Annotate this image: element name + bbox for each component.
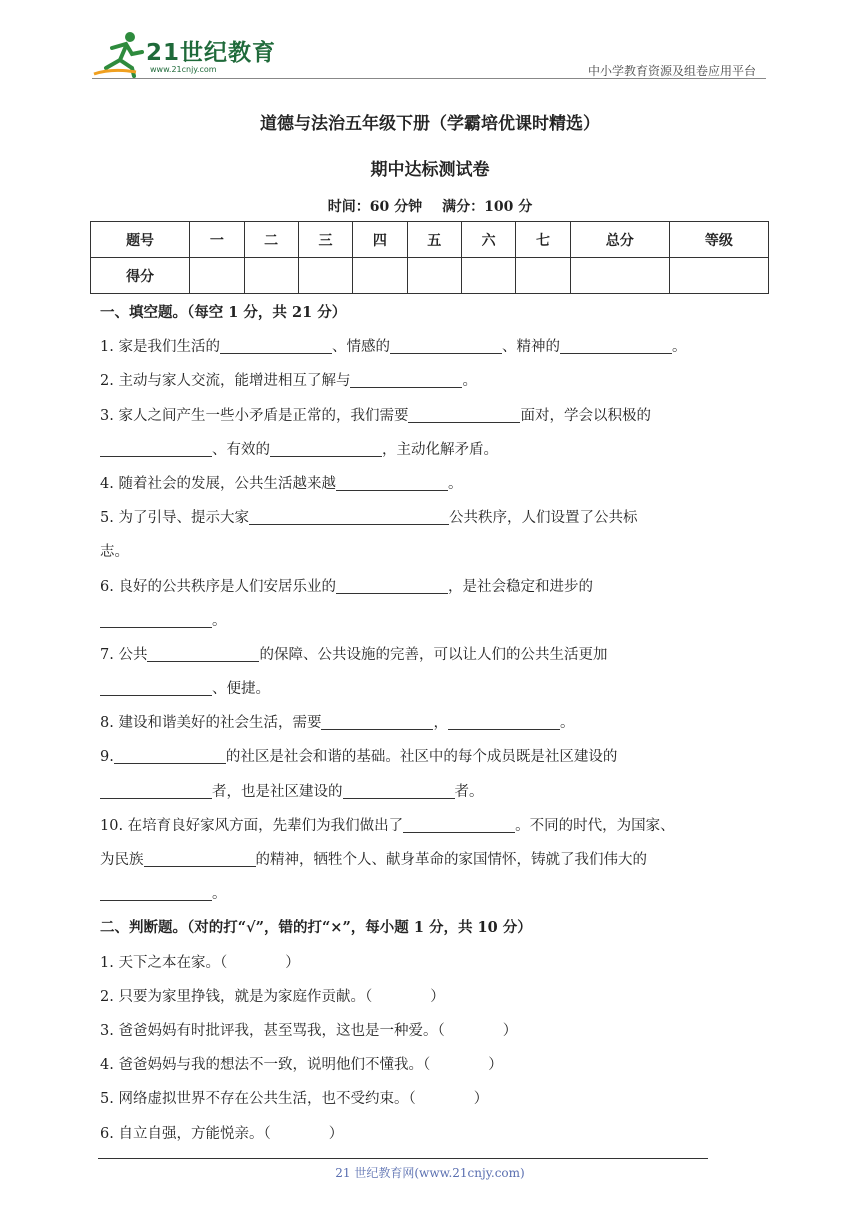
question-5: [100, 501, 768, 535]
judge-text: 3. 爸爸妈妈有时批评我，甚至骂我，这也是一种爱。（: [100, 1022, 445, 1039]
answer-blank[interactable]: [144, 846, 256, 867]
question-text: 3. 家人之间产生一些小矛盾是正常的，我们需要: [100, 407, 409, 424]
exam-time: 时间：60 分钟: [327, 199, 423, 215]
question-9-cont: [100, 775, 768, 809]
judge-text: 2. 只要为家里挣钱，就是为家庭作贡献。（: [100, 988, 373, 1005]
question-10-cont2: [100, 877, 768, 911]
page-header: [92, 28, 766, 80]
question-text: 2. 主动与家人交流，能增进相互了解与: [100, 373, 351, 390]
question-text: 、情感的: [331, 339, 390, 356]
question-text: 7. 公共: [100, 646, 148, 663]
score-input-cell[interactable]: [570, 258, 669, 294]
score-cell: 二: [244, 222, 298, 258]
exam-meta: [0, 196, 860, 216]
judge-item-4: [100, 1048, 768, 1082]
answer-blank[interactable]: [270, 436, 382, 457]
question-text: 。不同的时代，为国家、: [515, 817, 675, 834]
answer-blank[interactable]: [100, 607, 212, 628]
exam-title: 道德与法治五年级下册（学霸培优课时精选）: [260, 114, 600, 134]
score-input-cell[interactable]: [407, 258, 461, 294]
score-cell: 五: [407, 222, 461, 258]
question-text: 6. 良好的公共秩序是人们安居乐业的: [100, 578, 336, 595]
question-text: 者。: [454, 783, 484, 800]
question-6: [100, 570, 768, 604]
runner-logo-icon: [92, 28, 148, 80]
answer-blank[interactable]: [220, 333, 332, 354]
answer-blank[interactable]: [114, 743, 226, 764]
question-text: 10. 在培育良好家风方面，先辈们为我们做出了: [100, 817, 404, 834]
logo-url: www.21cnjy.com: [150, 65, 217, 74]
answer-blank[interactable]: [321, 709, 433, 730]
footer-divider: [98, 1158, 708, 1159]
score-cell: 总分: [570, 222, 669, 258]
judge-close: ）: [488, 1057, 503, 1074]
score-input-cell[interactable]: [244, 258, 298, 294]
question-text: 。: [462, 373, 477, 390]
answer-blank[interactable]: [343, 778, 455, 799]
judge-close: ）: [473, 1091, 489, 1108]
platform-name: 中小学教育资源及组卷应用平台: [587, 64, 756, 78]
answer-blank[interactable]: [560, 333, 672, 354]
score-table-score-row: [91, 258, 769, 294]
answer-blank[interactable]: [448, 709, 560, 730]
question-text: 面对，学会以积极的: [520, 407, 651, 424]
question-10: [100, 809, 768, 843]
judge-close: ）: [328, 1125, 344, 1142]
exam-content: [100, 296, 768, 1151]
question-text: 8. 建设和谐美好的社会生活，需要: [100, 715, 322, 732]
answer-blank[interactable]: [147, 641, 259, 662]
judge-text: 6. 自立自强，方能悦亲。（: [100, 1125, 271, 1142]
score-input-cell[interactable]: [461, 258, 515, 294]
header-divider: [92, 78, 766, 79]
section-2-heading: 二、判断题。（对的打“√”，错的打“×”，每小题 1 分，共 10 分）: [100, 919, 532, 937]
answer-blank[interactable]: [100, 675, 212, 696]
page-footer: 21 世纪教育网(www.21cnjy.com): [335, 1166, 525, 1180]
judge-text: 4. 爸爸妈妈与我的想法不一致，说明他们不懂我。（: [100, 1057, 431, 1074]
question-text: 5. 为了引导、提示大家: [100, 510, 249, 527]
question-text: ，是社会稳定和进步的: [447, 578, 593, 595]
answer-blank[interactable]: [350, 367, 462, 388]
question-text: 9.: [100, 749, 114, 766]
answer-blank[interactable]: [336, 573, 448, 594]
question-text: ，主动化解矛盾。: [382, 441, 498, 458]
judge-item-6: [100, 1117, 768, 1151]
answer-blank[interactable]: [249, 504, 449, 525]
question-text: 。: [212, 612, 227, 629]
score-input-cell[interactable]: [669, 258, 768, 294]
answer-blank[interactable]: [100, 436, 212, 457]
question-text: 、有效的: [212, 441, 270, 458]
score-cell: 题号: [91, 222, 190, 258]
judge-item-3: [100, 1014, 768, 1048]
score-input-cell[interactable]: [190, 258, 244, 294]
judge-close: ）: [502, 1022, 518, 1039]
question-text: 、便捷。: [212, 681, 270, 698]
question-text: 1. 家是我们生活的: [100, 339, 220, 356]
question-text: 的保障、公共设施的完善，可以让人们的公共生活更加: [259, 646, 608, 663]
score-cell: 四: [353, 222, 407, 258]
answer-blank[interactable]: [100, 880, 212, 901]
question-text: 。: [212, 886, 227, 903]
question-7: [100, 638, 768, 672]
question-text: 为民族: [100, 852, 144, 868]
judge-text: 1. 天下之本在家。（: [100, 954, 228, 971]
question-text: 者，也是社区建设的: [212, 783, 343, 800]
question-5-cont: [100, 535, 768, 569]
judge-item-2: [100, 980, 768, 1014]
score-table-header-row: [91, 222, 769, 258]
question-6-cont: [100, 604, 768, 638]
answer-blank[interactable]: [390, 333, 502, 354]
score-input-cell[interactable]: [516, 258, 570, 294]
exam-full-score: 满分：100 分: [442, 199, 533, 215]
question-9: [100, 740, 768, 774]
question-8: [100, 706, 768, 740]
question-3: [100, 399, 768, 433]
score-input-cell[interactable]: [353, 258, 407, 294]
question-4: [100, 467, 768, 501]
score-cell: 七: [516, 222, 570, 258]
judge-close: ）: [285, 954, 300, 971]
section-1-heading: 一、填空题。（每空 1 分，共 21 分）: [100, 304, 347, 321]
score-cell: 六: [461, 222, 515, 258]
score-cell: 等级: [669, 222, 768, 258]
judge-item-1: [100, 946, 768, 980]
judge-close: ）: [430, 988, 445, 1005]
answer-blank[interactable]: [403, 812, 515, 833]
exam-subtitle: 期中达标测试卷: [370, 160, 490, 180]
score-cell: 一: [190, 222, 244, 258]
question-text: 的社区是社会和谐的基础。社区中的每个成员既是社区建设的: [225, 749, 618, 766]
question-text: 的精神，牺牲个人、献身革命的家国情怀，铸就了我们伟大的: [255, 852, 647, 868]
score-cell: 三: [298, 222, 352, 258]
question-text: 。: [447, 475, 463, 492]
judge-item-5: [100, 1082, 768, 1116]
question-text: 4. 随着社会的发展，公共生活越来越: [100, 475, 336, 492]
answer-blank[interactable]: [336, 470, 448, 491]
question-text: 志。: [100, 544, 129, 561]
question-10-cont: [100, 843, 768, 877]
question-text: 。: [671, 339, 687, 356]
question-text: 、精神的: [501, 339, 560, 356]
score-input-cell[interactable]: [298, 258, 352, 294]
judge-text: 5. 网络虚拟世界不存在公共生活，也不受约束。（: [100, 1091, 416, 1108]
answer-blank[interactable]: [408, 402, 520, 423]
score-table: [90, 221, 769, 294]
question-3-cont: [100, 433, 768, 467]
answer-blank[interactable]: [100, 778, 212, 799]
question-7-cont: [100, 672, 768, 706]
question-text: ，: [433, 715, 448, 732]
score-label-cell: 得分: [91, 258, 190, 294]
question-text: 公共秩序，人们设置了公共标: [448, 510, 638, 527]
question-2: [100, 364, 768, 398]
logo-text: 21世纪教育: [146, 40, 277, 66]
question-text: 。: [559, 715, 575, 732]
question-1: [100, 330, 768, 364]
